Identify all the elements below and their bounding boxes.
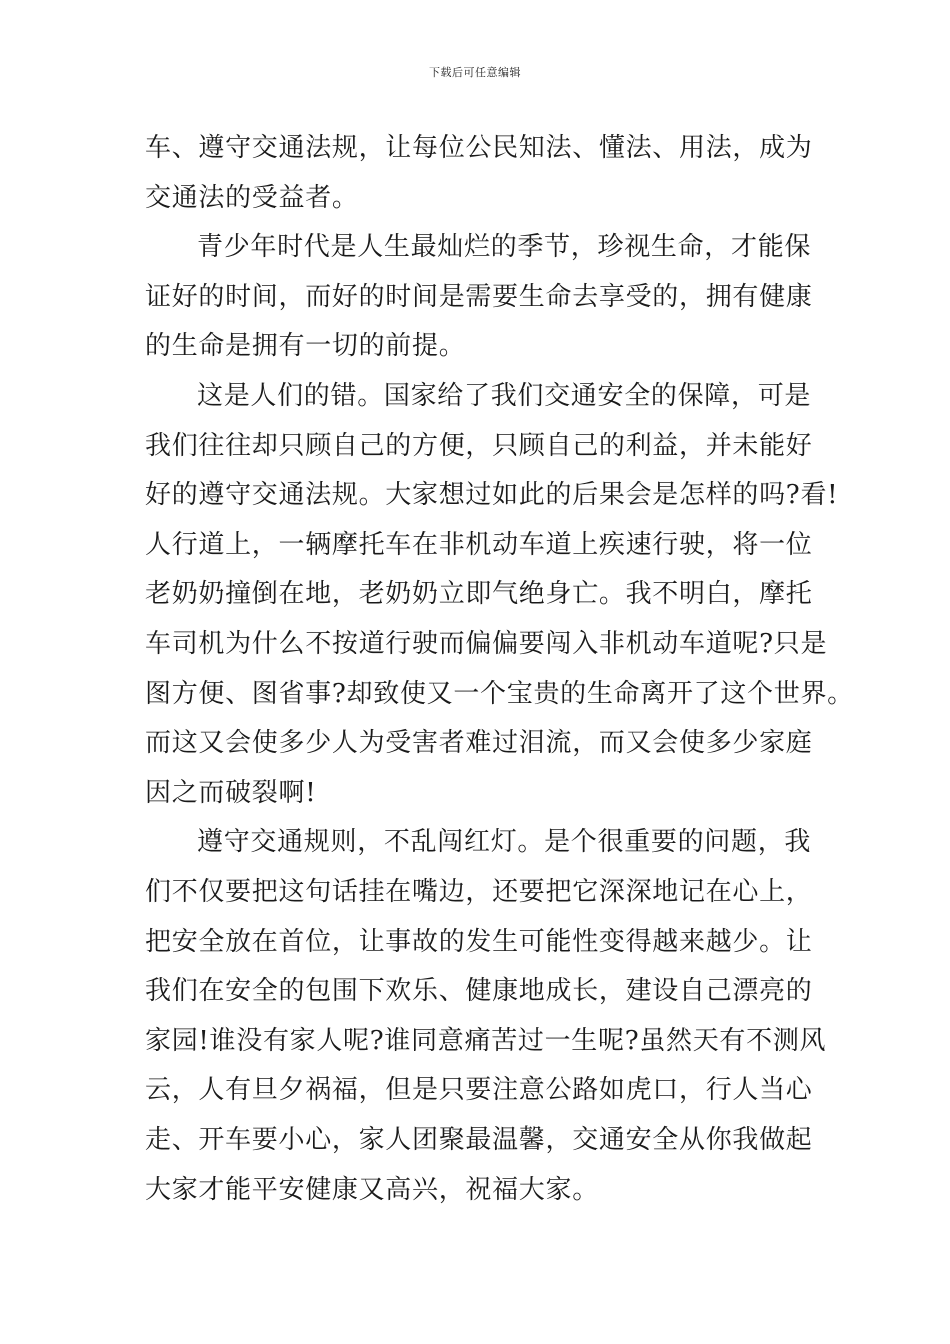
text-line: 把安全放在首位，让事故的发生可能性变得越来越少。让 xyxy=(145,926,813,957)
text-line: 好的遵守交通法规。大家想过如此的后果会是怎样的吗?看! xyxy=(145,480,839,511)
text-line: 证好的时间，而好的时间是需要生命去享受的，拥有健康 xyxy=(145,281,813,312)
text-line: 们不仅要把这句话挂在嘴边，还要把它深深地记在心上， xyxy=(145,877,813,907)
text-line: 的生命是拥有一切的前提。 xyxy=(145,331,466,362)
text-line: 云，人有旦夕祸福，但是只要注意公路如虎口，行人当心 xyxy=(145,1075,813,1106)
text-line: 因之而破裂啊! xyxy=(145,777,317,808)
text-line: 人行道上，一辆摩托车在非机动车道上疾速行驶，将一位 xyxy=(145,529,813,560)
page-header: 下载后可任意编辑 xyxy=(429,66,521,79)
paragraph-first-line: 遵守交通规则，不乱闯红灯。是个很重要的问题，我 xyxy=(197,827,812,858)
text-line: 我们往往却只顾自己的方便，只顾自己的利益，并未能好 xyxy=(145,430,813,461)
text-line: 图方便、图省事?却致使又一个宝贵的生命离开了这个世界。 xyxy=(145,678,854,709)
text-line: 我们在安全的包围下欢乐、健康地成长，建设自己漂亮的 xyxy=(145,976,813,1007)
text-line: 而这又会使多少人为受害者难过泪流，而又会使多少家庭 xyxy=(145,728,813,759)
text-line: 车司机为什么不按道行驶而偏偏要闯入非机动车道呢?只是 xyxy=(145,629,828,659)
text-line: 老奶奶撞倒在地，老奶奶立即气绝身亡。我不明白，摩托 xyxy=(145,579,813,610)
text-line: 家园!谁没有家人呢?谁同意痛苦过一生呢?虽然天有不测风 xyxy=(145,1025,827,1056)
text-line: 交通法的受益者。 xyxy=(145,182,359,213)
paragraph-first-line: 这是人们的错。国家给了我们交通安全的保障，可是 xyxy=(197,381,812,411)
text-line: 车、遵守交通法规，让每位公民知法、懂法、用法，成为 xyxy=(145,133,813,163)
paragraph-first-line: 青少年时代是人生最灿烂的季节，珍视生命，才能保 xyxy=(197,232,812,263)
text-line: 走、开车要小心，家人团聚最温馨，交通安全从你我做起 xyxy=(145,1125,813,1155)
text-line: 大家才能平安健康又高兴，祝福大家。 xyxy=(145,1174,599,1205)
